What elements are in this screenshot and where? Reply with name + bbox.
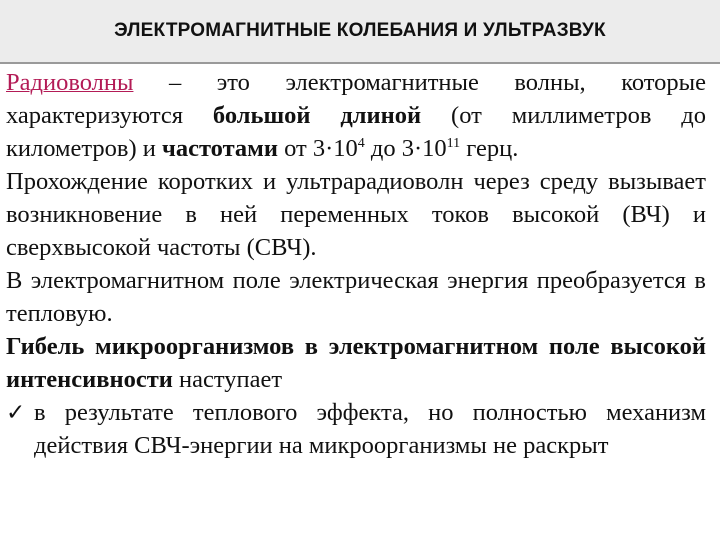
paragraph-short-waves: Прохождение коротких и ультрарадиоволн через среду вызывает возникновение в ней переменных токов высокой (ВЧ) и сверхвысокой частоты (СВЧ).: [6, 168, 706, 261]
p4-rest-text: наступает: [172, 366, 283, 393]
p1-text-2: (от миллиметров до километров) и: [6, 102, 707, 162]
p1-text-1: – это электромагнитные волны, которые характеризуются: [6, 69, 706, 129]
checkmark-icon: ✓: [6, 400, 26, 426]
p1-text-3: от 3·10: [277, 135, 358, 162]
p1-text-4: до 3·10: [364, 135, 447, 162]
header-divider: [0, 62, 720, 64]
p1-bold-length: большой длиной: [212, 102, 422, 129]
p1-bold-frequencies: частотами: [162, 135, 278, 162]
paragraph-radiowaves: [6, 66, 706, 165]
slide-content: [6, 66, 706, 462]
p1-exponent-2: 11: [446, 136, 461, 151]
paragraph-microorganism-death: [6, 330, 706, 396]
slide-title: ЭЛЕКТРОМАГНИТНЫЕ КОЛЕБАНИЯ И УЛЬТРАЗВУК: [114, 20, 606, 41]
p1-text-5: герц.: [460, 135, 519, 162]
slide-header: [0, 0, 720, 62]
p4-bold-text: Гибель микроорганизмов в электромагнитном поле высокой интенсивности: [6, 333, 706, 393]
bullet-text: в результате теплового эффекта, но полностью механизм действия СВЧ-энергии на микроорганизмы не раскрыт: [34, 399, 706, 459]
p1-exponent-1: 4: [357, 136, 365, 151]
term-radiowaves: Радиоволны: [6, 69, 134, 96]
paragraph-energy-conversion: В электромагнитном поле электрическая энергия преобразуется в тепловую.: [6, 267, 706, 327]
bullet-thermal-effect: [6, 396, 706, 462]
